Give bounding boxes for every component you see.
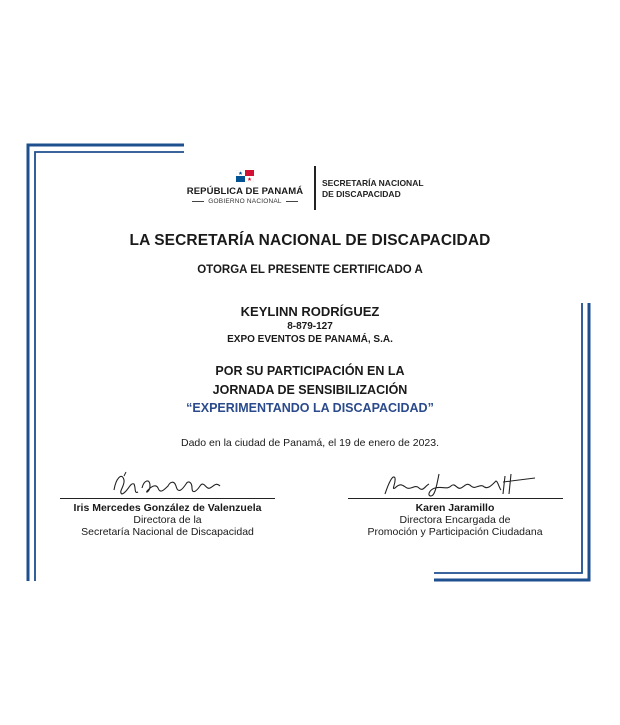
secretariat-name-line2: DE DISCAPACIDAD — [322, 189, 401, 199]
recipient-id: 8-879-127 — [287, 321, 333, 332]
government-subtitle-text: GOBIERNO NACIONAL — [208, 198, 282, 205]
date-line: Dado en la ciudad de Panamá, el 19 de enero de 2023. — [180, 437, 440, 449]
signer-role-right-line2: Promoción y Participación Ciudadana — [367, 526, 543, 538]
panama-flag-icon — [236, 170, 254, 182]
signature-left-mark — [78, 468, 258, 498]
recipient-company: EXPO EVENTOS DE PANAMÁ, S.A. — [227, 334, 393, 345]
government-subtitle — [180, 198, 310, 205]
signature-right-mark — [355, 468, 555, 498]
signer-name-right: Karen Jaramillo — [415, 502, 495, 514]
certificate-header — [0, 164, 620, 214]
signature-line-left — [60, 498, 275, 499]
event-name: “EXPERIMENTANDO LA DISCAPACIDAD” — [186, 401, 434, 415]
header-divider — [314, 166, 316, 210]
secretariat-name-line1: SECRETARÍA NACIONAL — [322, 178, 424, 188]
certificate-title: LA SECRETARÍA NACIONAL DE DISCAPACIDAD — [129, 232, 491, 249]
signer-role-left-line1: Directora de la — [133, 514, 202, 526]
secretariat-name — [322, 178, 452, 200]
signer-role-left-line2: Secretaría Nacional de Discapacidad — [81, 526, 254, 538]
reason-line-1: POR SU PARTICIPACIÓN EN LA — [215, 364, 405, 378]
signature-block-left — [45, 468, 290, 538]
dash-left — [192, 201, 204, 202]
government-name: REPÚBLICA DE PANAMÁ — [186, 186, 304, 197]
signature-block-right — [340, 468, 570, 538]
recipient-name: KEYLINN RODRÍGUEZ — [240, 304, 380, 319]
dash-right — [286, 201, 298, 202]
grant-line: OTORGA EL PRESENTE CERTIFICADO A — [197, 264, 423, 276]
reason-line-2: JORNADA DE SENSIBILIZACIÓN — [212, 383, 408, 397]
signer-name-left: Iris Mercedes González de Valenzuela — [73, 502, 262, 514]
signature-line-right — [348, 498, 563, 499]
signer-role-right-line1: Directora Encargada de — [399, 514, 511, 526]
